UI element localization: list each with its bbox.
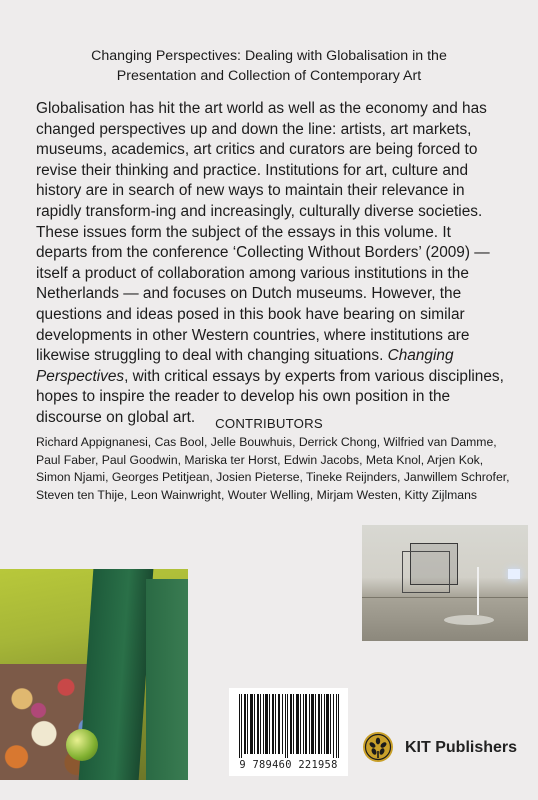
installation-photo-left [0,569,188,780]
photo-green-ball [66,729,98,761]
photo-floor-line [362,597,528,598]
publisher-name: KIT Publishers [405,739,518,756]
contributors-list: Richard Appignanesi, Cas Bool, Jelle Bouwhuis, Derrick Chong, Wilfried van Damme, Paul Faber, Paul Goodwin, Mariska ter Horst, Edwin Jacobs, Meta Knol, Arjen Kok, Simon Njami, Georges Petitjean, Josien Pieterse, Tineke Reijnders, Janwillem Schrofer, Steven ten Thije, Leon Wainwright, Wouter Welling, Mirjam Westen, Kitty Zijlmans [36,435,510,502]
barcode-bars [239,694,339,758]
kit-publishers-logo-icon [362,731,394,763]
book-title [40,46,498,86]
title-line-2: Presentation and Collection of Contemporary Art [116,68,422,84]
contributors-heading: CONTRIBUTORS [215,416,323,431]
photo-light-pole [477,567,479,615]
isbn-number: 9 789460 221958 [239,759,338,771]
book-description [36,99,506,429]
photo-wire-cage-2 [402,551,450,593]
installation-photo-right [362,525,528,641]
isbn-barcode [229,688,348,776]
title-line-1: Changing Perspectives: Dealing with Globalisation in the [91,48,447,64]
photo-floor-reflection [444,615,494,625]
description-text: Globalisation has hit the art world as well as the economy and has changed perspectives up and down the line: artists, art markets, museums, academics, art critics and curators are being forced to revise their thinking and practice. Institutions for art, culture and history are in search of new ways to maintain their relevance in rapidly transform-ing and increasingly, culturally diverse societies. These issues form the subject of the essays in this volume. It departs from the conference ‘Collecting Without Borders’ (2009) — itself a product of collaboration among various institutions in the Netherlands — and focuses on Dutch museums. However, the questions and ideas posed in this book have bearing on similar developments in other Western countries, where institutions are likewise struggling to deal with changing situations. [36,100,490,365]
photo-wall-light [508,569,520,579]
photo-green-panel-2 [146,579,188,780]
description-text-end: , with critical essays by experts from various disciplines, hopes to inspire the reader to develop his own position in the discourse on global art. [36,367,504,426]
description-title-ref: Changing Perspectives [36,347,454,385]
